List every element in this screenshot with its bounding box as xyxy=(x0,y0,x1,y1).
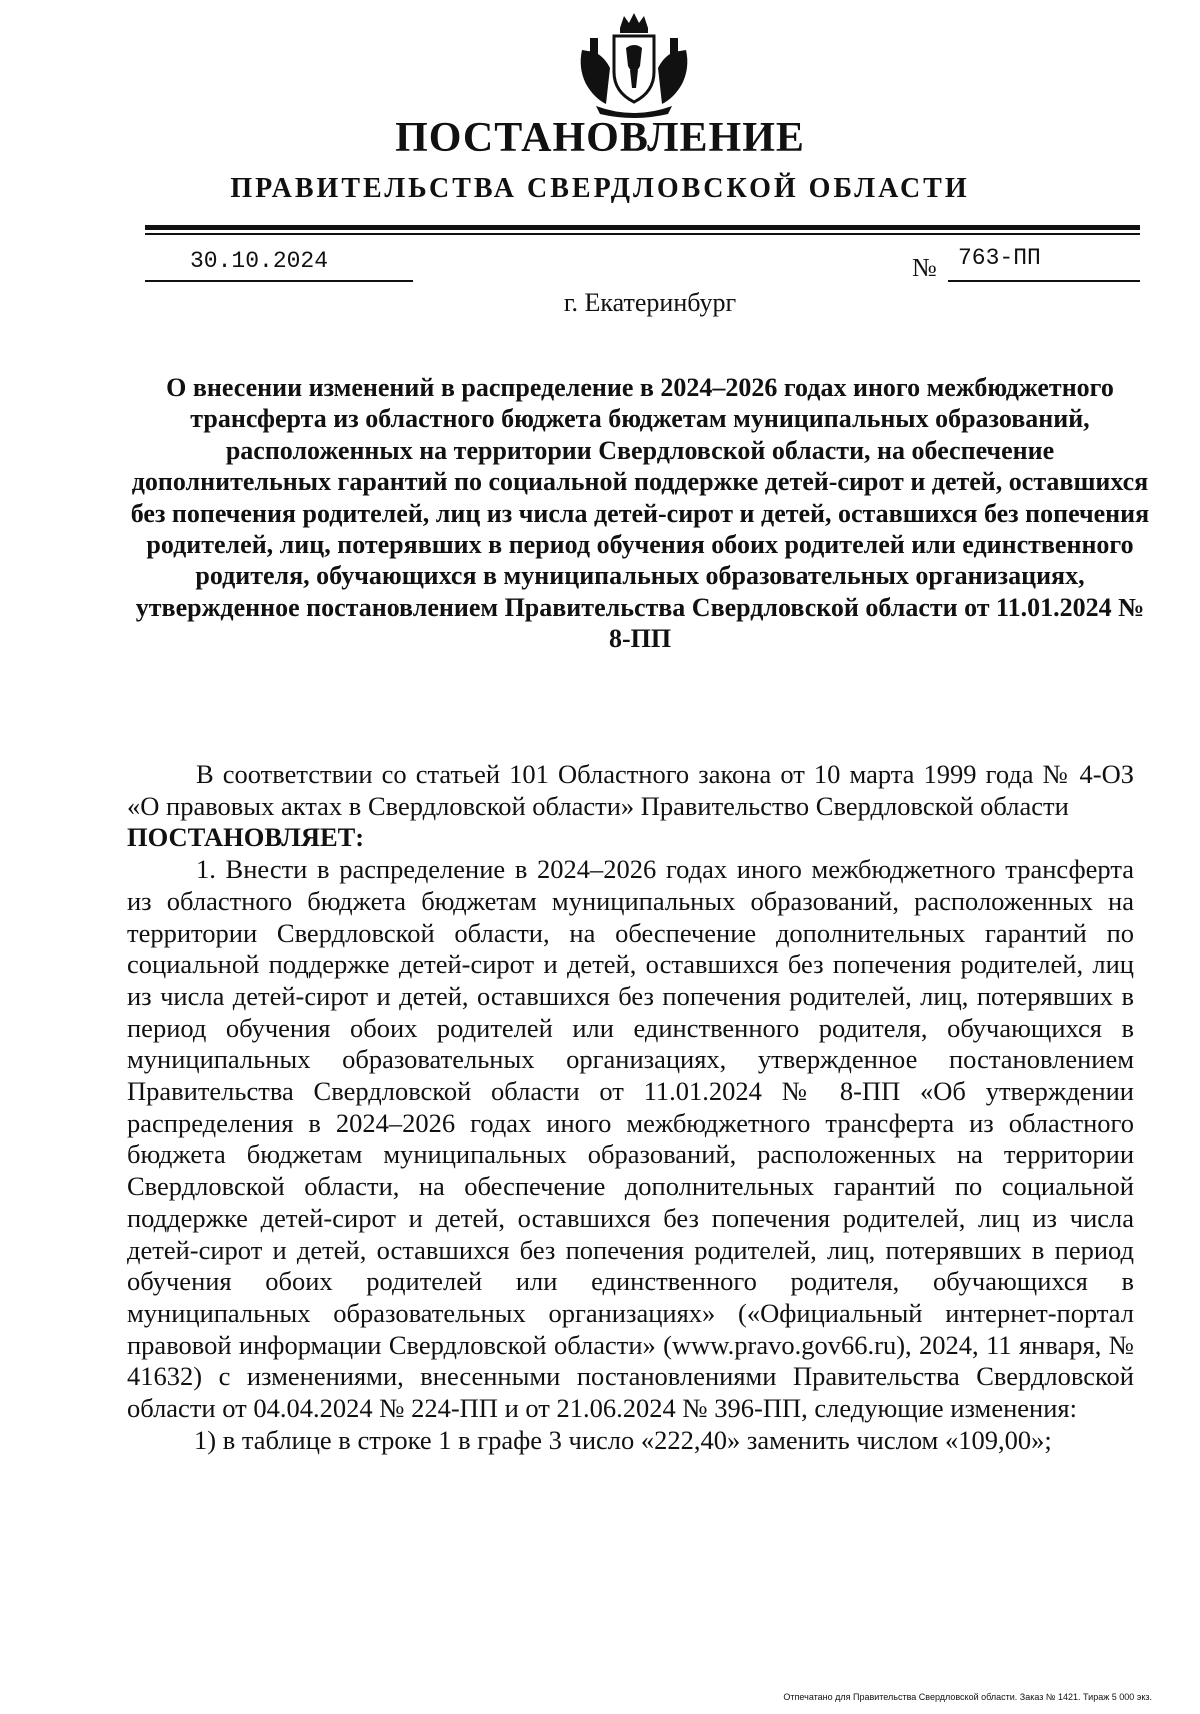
coat-of-arms-emblem xyxy=(570,8,698,120)
preamble-paragraph: В соответствии со статьей 101 Областного закона от 10 марта 1999 года № 4-ОЗ «О правовых актах в Свердловской области» Правительство Свердловской области xyxy=(127,759,1134,821)
item-1-paragraph: 1. Внести в распределение в 2024–2026 годах иного межбюджетного трансферта из областного бюджета бюджетам муниципальных образований, расположенных на территории Свердловской области, на обеспечение дополнительных гарантий по социальной поддержке детей-сирот и детей, оставшихся без попечения родителей, лиц из числа детей-сирот и детей, оставшихся без попечения родителей, лиц, потерявших в период обучения обоих родителей или единственного родителя, обучающихся в муниципальных образовательных организациях, утвержденное постановлением Правительства Свердловской области от 11.01.2024 № 8-ПП «Об утверждении распределения в 2024–2026 годах иного межбюджетного трансферта из областного бюджета бюджетам муниципальных образований, расположенных на территории Свердловской области, на обеспечение дополнительных гарантий по социальной поддержке детей-сирот и детей, оставшихся без попечения родителей, лиц из числа детей-сирот и детей, оставшихся без попечения родителей, лиц, потерявших в период обучения обоих родителей или единственного родителя, обучающихся в муниципальных образовательных организациях» («Официальный интернет-портал правовой информации Свердловской области» (www.pravo.gov66.ru), 2024, 11 января, № 41632) с изменениями, внесенными постановлениями Правительства Свердловской области от 04.04.2024 № 224-ПП и от 21.06.2024 № 396-ПП, следующие изменения: xyxy=(127,854,1134,1424)
date-underline xyxy=(145,280,413,282)
city: г. Екатеринбург xyxy=(563,288,737,317)
document-title: О внесении изменений в распределение в 2024–2026 годах иного межбюджетного трансферта из областного бюджета бюджетам муниципальных образований, расположенных на территории Свердловской области, на обеспечение дополнительных гарантий по социальной поддержке детей-сирот и детей, оставшихся без попечения родителей, лиц из числа детей-сирот и детей, оставшихся без попечения родителей, лиц, потерявших в период обучения обоих родителей или единственного родителя, обучающихся в муниципальных образовательных организациях, утвержденное постановлением Правительства Свердловской области от 11.01.2024 № 8-ПП xyxy=(130,373,1150,654)
print-footer: Отпечатано для Правительства Свердловской области. Заказ № 1421. Тираж 5 000 экз. xyxy=(783,1692,1152,1702)
number-sign: № xyxy=(912,253,937,282)
document-date: 30.10.2024 xyxy=(190,248,329,274)
subitem-1-paragraph: 1) в таблице в строке 1 в графе 3 число «222,40» заменить числом «109,00»; xyxy=(194,1424,1052,1455)
number-underline xyxy=(948,280,1140,282)
resolves-heading: ПОСТАНОВЛЯЕТ: xyxy=(127,822,365,853)
document-type-heading: ПОСТАНОВЛЕНИЕ xyxy=(395,115,805,161)
document-body xyxy=(127,759,1134,1456)
header-divider-thick xyxy=(145,225,1140,230)
document-number: 763-ПП xyxy=(958,245,1041,271)
issuer-heading: ПРАВИТЕЛЬСТВА СВЕРДЛОВСКОЙ ОБЛАСТИ xyxy=(230,173,970,204)
header-divider-thin xyxy=(145,233,1140,235)
